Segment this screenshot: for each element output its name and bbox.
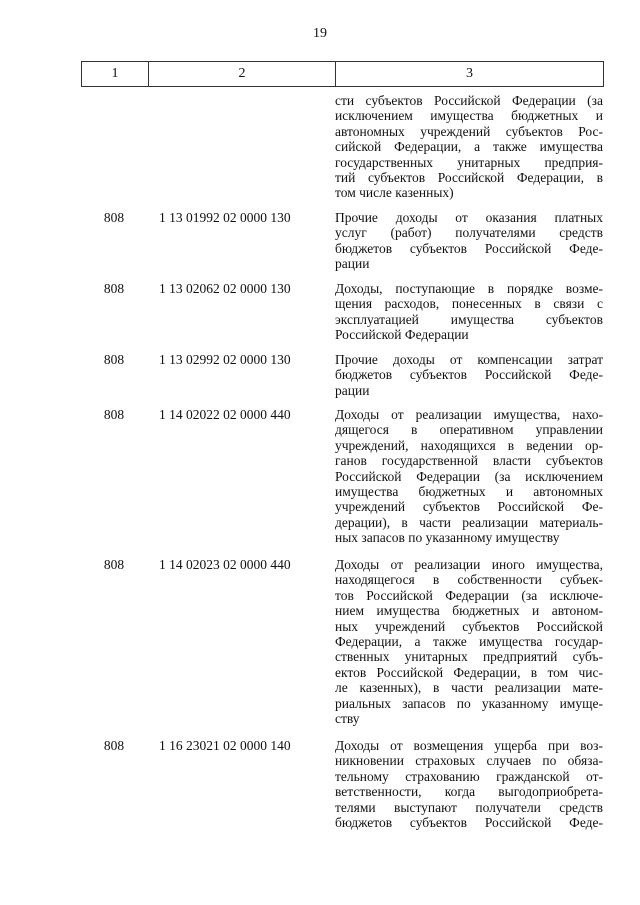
description-line: сийской Федерации, а также имущества — [335, 139, 603, 155]
description-line: государственных унитарных предприя- — [335, 154, 603, 170]
description-line: ветственности, когда выгодоприобрета- — [335, 784, 603, 800]
description-line: учреждений субъектов Российской Фе- — [335, 499, 603, 515]
revenue-code: 1 13 02062 02 0000 130 — [159, 281, 291, 296]
description-line: ственных унитарных предприятий субъ- — [335, 649, 603, 665]
description-line: нием имущества бюджетных и автоном- — [335, 603, 603, 619]
revenue-description — [335, 210, 603, 272]
revenue-description — [335, 352, 603, 398]
table-header — [81, 61, 604, 87]
revenue-description — [335, 738, 603, 830]
description-line: бюджетов субъектов Российской Феде- — [335, 815, 603, 831]
description-line: бюджетов субъектов Российской Феде- — [335, 367, 603, 383]
revenue-code: 1 16 23021 02 0000 140 — [159, 738, 291, 753]
revenue-description — [335, 281, 603, 343]
description-line: тий субъектов Российской Федерации, в — [335, 170, 603, 186]
admin-code: 808 — [103, 352, 125, 367]
header-col-1: 1 — [82, 62, 149, 86]
description-line: том числе казенных) — [335, 185, 454, 201]
description-line: тов Российской Федерации (за исключе- — [335, 587, 603, 603]
description-line: Доходы от возмещения ущерба при воз- — [335, 738, 603, 753]
description-line: учреждений, находящихся в ведении ор- — [335, 437, 603, 453]
revenue-code: 1 13 01992 02 0000 130 — [159, 210, 291, 225]
description-line: сти субъектов Российской Федерации (за — [335, 93, 603, 108]
description-line: Федерации, а также имущества государ- — [335, 634, 603, 650]
revenue-code: 1 14 02023 02 0000 440 — [159, 557, 291, 572]
revenue-description — [335, 557, 603, 726]
description-line: ле казенных), в части реализации мате- — [335, 680, 603, 696]
description-line: услуг (работ) получателями средств — [335, 225, 603, 241]
description-line: Доходы от реализации иного имущества, — [335, 557, 603, 572]
description-line: автономных учреждений субъектов Рос- — [335, 123, 603, 139]
header-col-2: 2 — [149, 62, 336, 86]
description-line: ганов государственной власти субъектов — [335, 453, 603, 469]
description-line: бюджетов субъектов Российской Феде- — [335, 240, 603, 256]
description-line: рации — [335, 256, 370, 272]
admin-code: 808 — [103, 281, 125, 296]
description-line: ных учреждений субъектов Российской — [335, 618, 603, 634]
revenue-description — [335, 93, 603, 201]
description-line: ных запасов по указанному имуществу — [335, 530, 560, 546]
description-line: Прочие доходы от оказания платных — [335, 210, 603, 225]
description-line: телями выступают получатели средств — [335, 799, 603, 815]
admin-code: 808 — [103, 210, 125, 225]
revenue-code: 1 13 02992 02 0000 130 — [159, 352, 291, 367]
description-line: имущества бюджетных и автономных — [335, 484, 603, 500]
description-line: Прочие доходы от компенсации затрат — [335, 352, 603, 367]
description-line: риальных запасов по указанному имуще- — [335, 695, 603, 711]
description-line: исключением имущества бюджетных и — [335, 108, 603, 124]
description-line: дящегося в оперативном управлении — [335, 422, 603, 438]
description-line: находящегося в собственности субъек- — [335, 572, 603, 588]
description-line: Доходы, поступающие в порядке возме- — [335, 281, 603, 296]
description-line: тельному страхованию гражданской от- — [335, 768, 603, 784]
description-line: ектов Российской Федерации, в том чис- — [335, 664, 603, 680]
revenue-description — [335, 407, 603, 546]
revenue-code: 1 14 02022 02 0000 440 — [159, 407, 291, 422]
description-line: ству — [335, 711, 360, 727]
description-line: рации — [335, 382, 370, 398]
page-number: 19 — [313, 26, 327, 41]
description-line: Российской Федерации — [335, 327, 469, 343]
admin-code: 808 — [103, 738, 125, 753]
description-line: Доходы от реализации имущества, нахо- — [335, 407, 603, 422]
description-line: эксплуатацией имущества субъектов — [335, 311, 603, 327]
description-line: дерации), в части реализации материаль- — [335, 514, 603, 530]
header-col-3: 3 — [466, 66, 473, 81]
description-line: щения расходов, понесенных в связи с — [335, 296, 603, 312]
admin-code: 808 — [103, 407, 125, 422]
description-line: никновении страховых случаев по обяза- — [335, 753, 603, 769]
admin-code: 808 — [103, 557, 125, 572]
description-line: Российской Федерации (за исключением — [335, 468, 603, 484]
